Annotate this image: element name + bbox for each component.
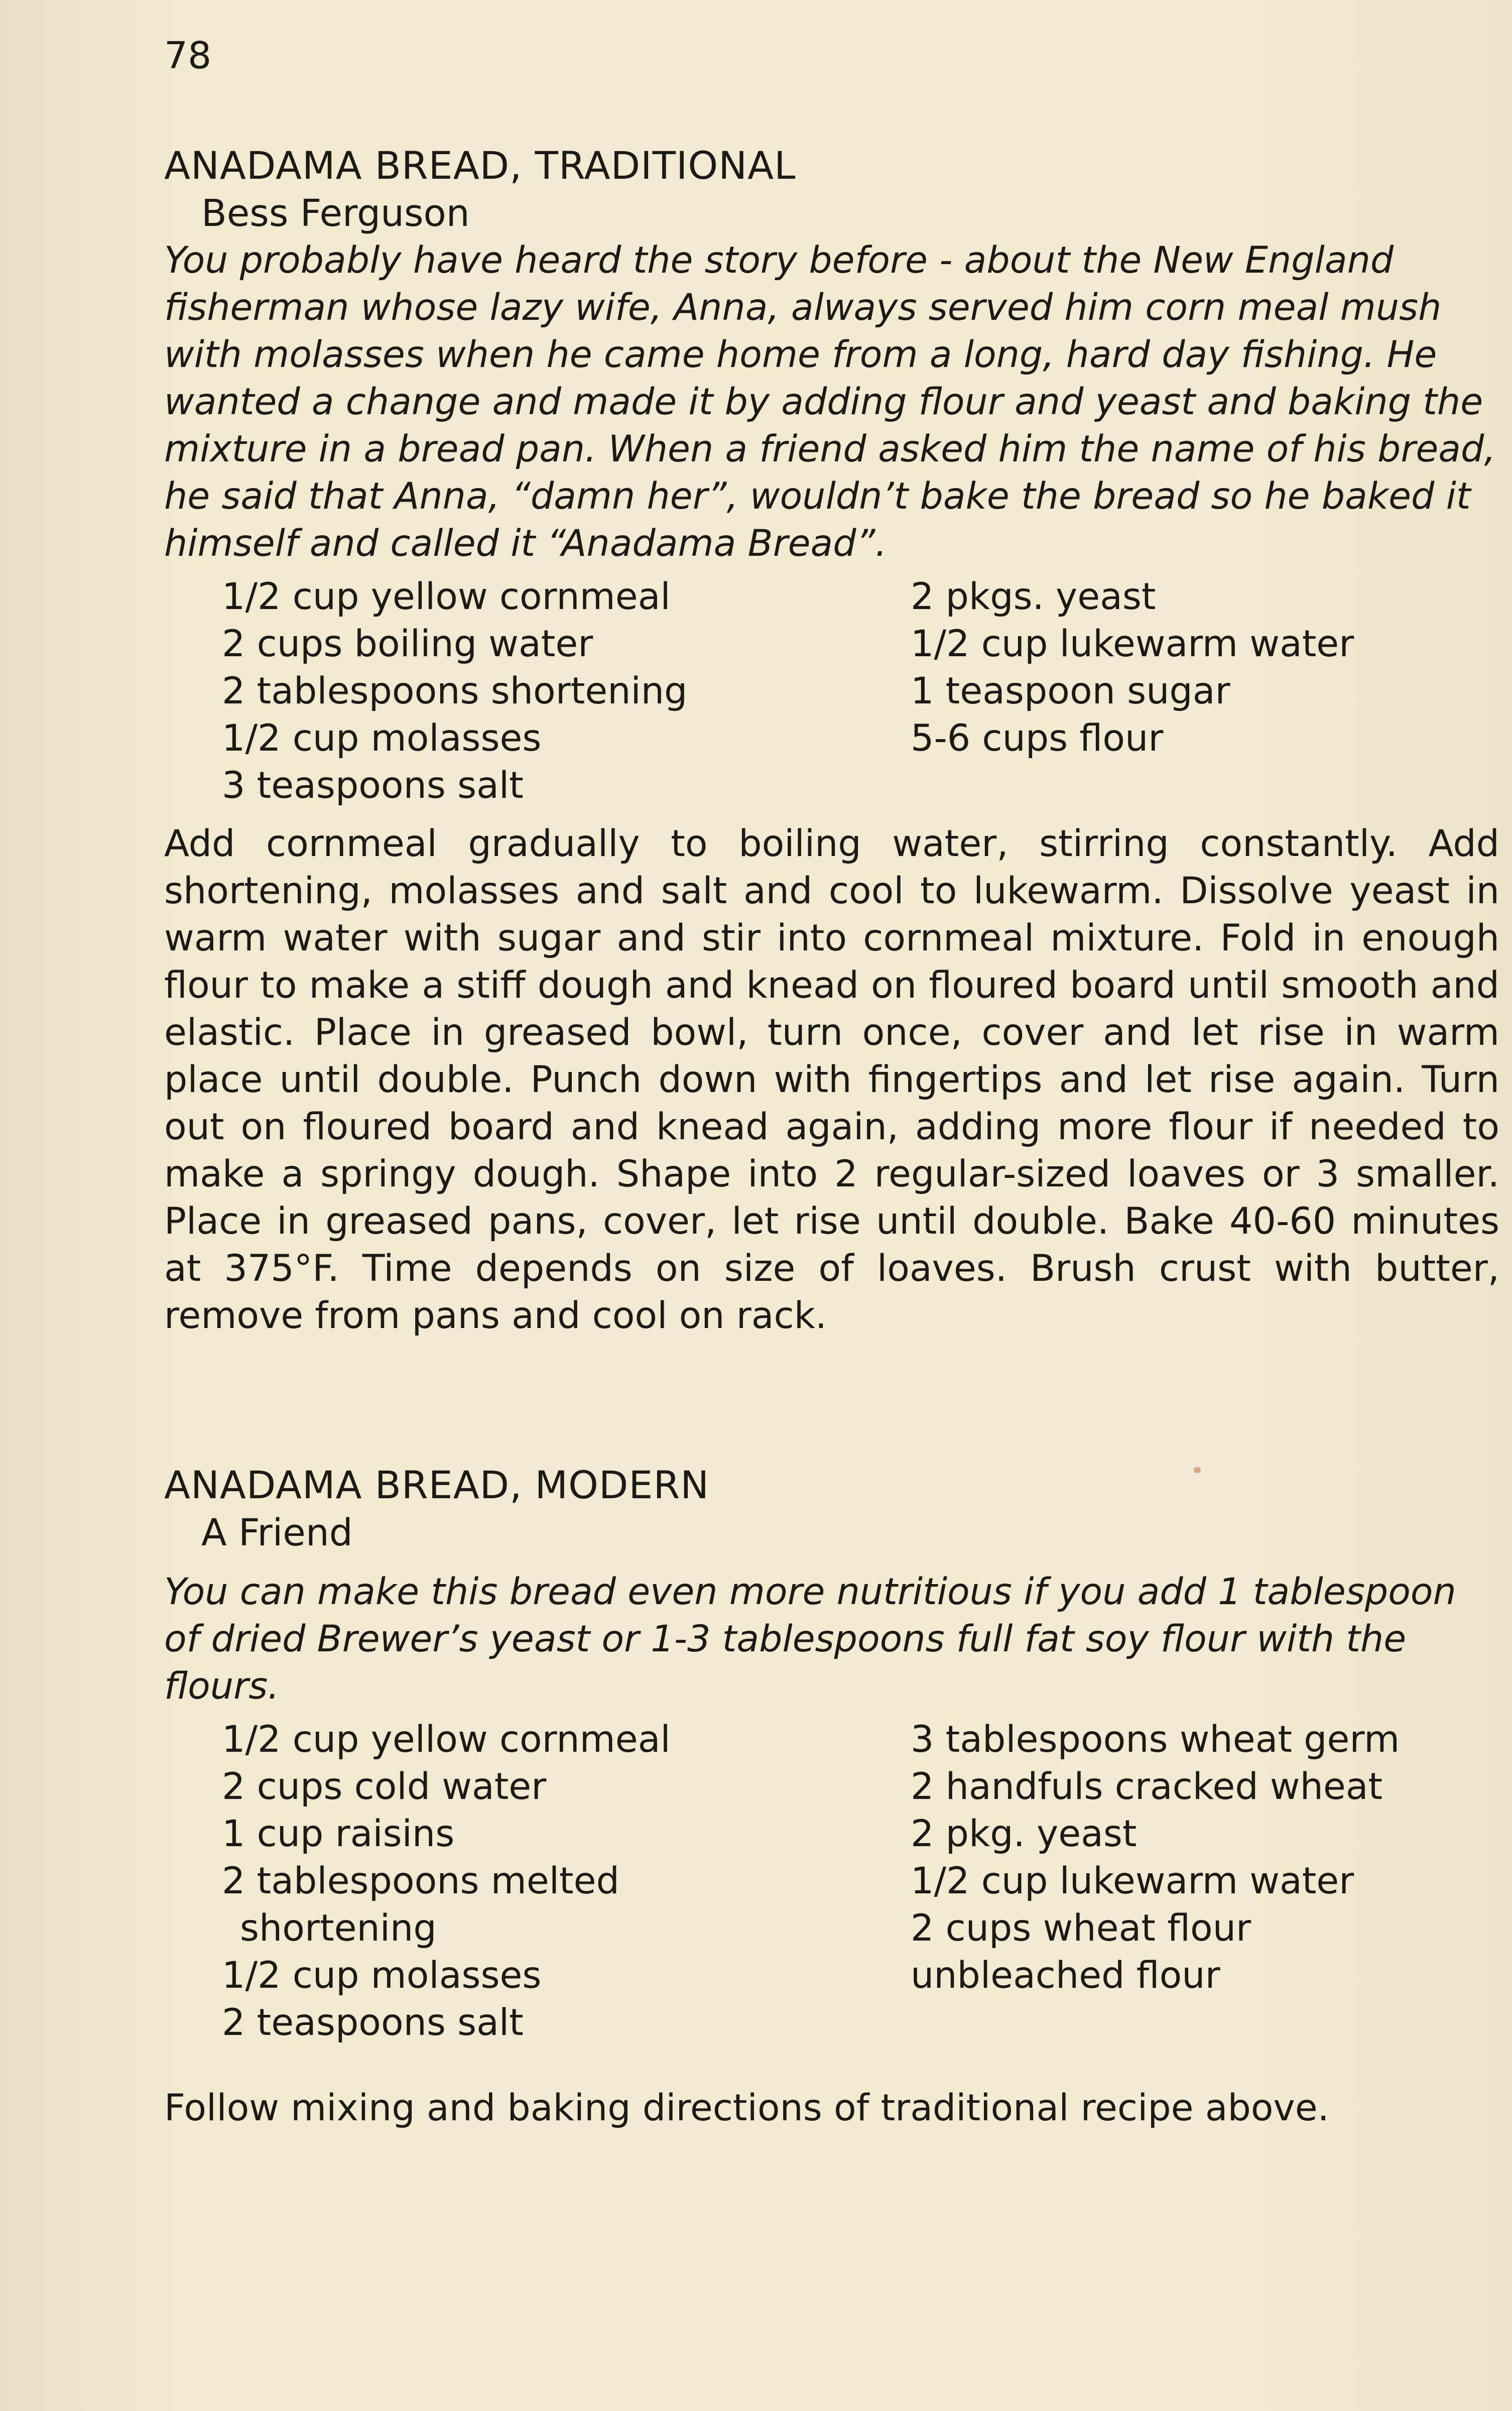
ingredient-item: 1/2 cup molasses xyxy=(222,1954,542,1997)
recipe-title: ANADAMA BREAD, TRADITIONAL xyxy=(164,143,796,188)
recipe-title: ANADAMA BREAD, MODERN xyxy=(164,1463,710,1507)
ingredient-item: 1/2 cup molasses xyxy=(222,717,542,760)
ingredient-column-left xyxy=(164,573,911,809)
ingredient-column-left xyxy=(164,1716,911,2046)
recipe-modern xyxy=(164,1461,1499,2132)
ingredient-item: 2 tablespoons melted xyxy=(222,1860,619,1902)
recipe-directions: Follow mixing and baking directions of traditional recipe above. xyxy=(164,2087,1329,2129)
recipe-directions: Add cornmeal gradually to boiling water, stirring constantly. Add shortening, molasses and salt and cool to lukewarm. Dissolve yeast in warm water with sugar and stir into cornmeal mixture. Fold in enough flour to make a stiff dough and knead on floured board until smooth and elastic. Place in greased bowl, turn once, cover and let rise in warm place until double. Punch down with fingertips and let rise again. Turn out on floured board and knead again, adding more flour if needed to make a springy dough. Shape into 2 regular-sized loaves or 3 smaller. Place in greased pans, cover, let rise until double. Bake 40-60 minutes at 375°F. Time depends on size of loaves. Brush crust with butter, remove from pans and cool on rack. xyxy=(164,822,1499,1337)
ingredient-item: 1 cup raisins xyxy=(222,1813,455,1855)
recipe-intro: You can make this bread even more nutritious if you add 1 tablespoon of dried Brewer’s yeast or 1-3 tablespoons full fat soy flour with the flours. xyxy=(164,1571,1456,1708)
ingredient-item: 2 cups boiling water xyxy=(222,623,593,665)
ingredient-item: 2 cups wheat flour xyxy=(911,1907,1251,1950)
ingredient-list xyxy=(164,1716,1499,2046)
ingredient-item: shortening xyxy=(240,1907,437,1950)
ingredient-column-right xyxy=(911,1716,1400,2046)
recipe-author: Bess Ferguson xyxy=(201,192,470,235)
recipe-intro: You probably have heard the story before - about the New England fisherman whose lazy wife, Anna, always served him corn meal mush with molasses when he came home from a long, hard day fishing. He wanted a change and made it by adding flour and yeast and baking the mixture in a bread pan. When a friend asked him the name of his bread, he said that Anna, “damn her”, wouldn’t bake the bread so he baked it himself and called it “Anadama Bread”. xyxy=(164,239,1496,565)
ingredient-item: 1/2 cup lukewarm water xyxy=(911,1860,1354,1902)
ingredient-item: 5-6 cups flour xyxy=(911,717,1164,760)
ingredient-item: unbleached flour xyxy=(911,1954,1220,1997)
ingredient-item: 2 cups cold water xyxy=(222,1765,547,1808)
ingredient-item: 1/2 cup yellow cornmeal xyxy=(222,575,671,618)
ingredient-item: 1 teaspoon sugar xyxy=(911,670,1230,712)
ingredient-item: 2 pkg. yeast xyxy=(911,1813,1137,1855)
ingredient-item: 2 pkgs. yeast xyxy=(911,575,1156,618)
ingredient-item: 2 handfuls cracked wheat xyxy=(911,1765,1383,1808)
ingredient-item: 2 teaspoons salt xyxy=(222,2001,524,2044)
ingredient-item: 3 teaspoons salt xyxy=(222,764,524,807)
ingredient-item: 3 tablespoons wheat germ xyxy=(911,1718,1400,1761)
ingredient-item: 1/2 cup lukewarm water xyxy=(911,623,1354,665)
ingredient-item: 2 tablespoons shortening xyxy=(222,670,688,712)
recipe-traditional xyxy=(164,142,1499,1340)
recipe-author: A Friend xyxy=(201,1511,353,1554)
ingredient-list xyxy=(164,573,1499,809)
ingredient-column-right xyxy=(911,573,1354,809)
page-number: 78 xyxy=(164,34,212,77)
ingredient-item: 1/2 cup yellow cornmeal xyxy=(222,1718,671,1761)
